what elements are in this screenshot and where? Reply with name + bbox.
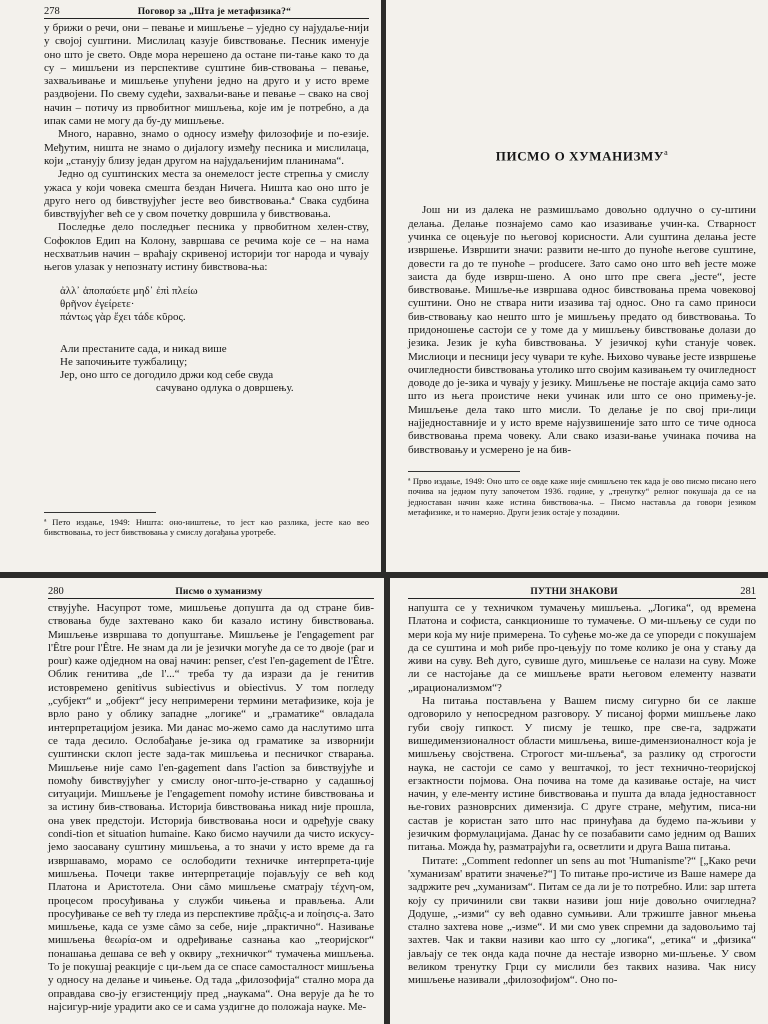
chapter-title [408, 148, 756, 164]
running-head-title: ПУТНИ ЗНАКОВИ [530, 587, 618, 597]
footnote: ª Прво издање, 1949: Оно што се овде каже није смишљено тек када је ово писмо писано него почива на једном путу започетом 1936. године, у „тренутку“ релног покушаја да се на једноставан начин каже истина бивствова-ња. – Писмо наставља да говори језиком метафизике, и то намерно. Други језик остаје у позадини. [408, 475, 756, 518]
footnote-rule [408, 471, 520, 472]
page-280 [0, 578, 384, 1024]
paragraph: у брижи о речи, они – певање и мишљење – уједно су најудаље-нији у својој суштини. Мислилац казује бивствовање. Песник именује оно што је свето. Овде мора нерешено да остане пи-тање како то да су – мишљени из перспективе суштине бив-ствовања – певање, захваљивање и мишљење упућени једно на друго и у исто време раздвојени. По свему судећи, захваљи-вање и певање – свако на свој начин – потичу из првобитног мишљења, које им је потребно, а да ипак сами не могу да бу-ду мишљење. [44, 22, 369, 128]
running-head-title: Писмо о хуманизму [175, 587, 263, 597]
chapter-title-text: ПИСМО О ХУМАНИЗМУ [495, 148, 665, 164]
verse-line: Јер, оно што се догодило држи код себе свуда [60, 369, 274, 382]
page-number: 281 [740, 586, 756, 597]
greek-quotation [60, 285, 369, 325]
paragraph: Много, наравно, знамо о односу између филозофије и по-езије. Међутим, ништа не знамо о дијалогу између песника и мислилаца, који „станују близу један другом на најудаљенијим планинама“. [44, 128, 369, 167]
running-head [408, 586, 756, 599]
paragraph: На питања постављена у Вашем писму сигурно би се лакше одговорило у непосредном разговору. У писаној форми мишљење лако губи своју гипкост. У писму је тешко, пре све-га, задржати вишедимензионалност области мишљења, више-димензионалност која је мишљењу својствена. Строгост ми-шљењаª, за разлику од строгости наука, не састоји се само у вештачкој, то јест технично-теоријској егзактности појмова. Она почива на томе да казивање остаје, на чист начин, у еле-менту истине бивствовања и пушта да влада једноставност ње-гових разноврсних димензија. С друге стране, међутим, писа-ни састав је користан зато што нас принуђава да будемо па-жљиви у језичким формулацијама. Данас ћу се позабавити само једним од Ваших питања. Можда ћу, разматрајући га, осветлити и друга Ваша питања. [408, 695, 756, 854]
footnote-rule [44, 512, 156, 513]
running-head-title: Поговор за „Шта је метафизика?“ [137, 7, 292, 17]
footnote-area [44, 512, 369, 538]
page-281 [390, 578, 768, 1024]
footnote-marker: a [664, 148, 669, 157]
greek-line: θρῆνον ἐγείρετε· [60, 297, 135, 310]
greek-line: πάντως γὰρ ἔχει τάδε κῦρος. [60, 311, 186, 324]
paragraph: Још ни из далека не размишљамо довољно одлучно о су-штини делања. Делање познајемо само као изазивање учин-ка. Стварност учинка се оцењује по његовој корисности. Али суштина делања јесте извршење. Извршити значи: развити не-што до пуноће његове суштине, довести га до те пуноће – producere. Зато само оно што већ јесте може заиста да буде изврш-шено. А оно што пре свега „јесте“, јесте бивствовање. Мишље-ње извршава однос бивствовања према човековој суштини. Оно не ствара нити изазива тај однос. Оно га само приноси бив-ствовању као нешто што је мишљењу предато од бивствовања. То придоношење састоји се у томе да у мишљењу бивствовање долази до језика. Језик је кућа бивствовања. У језичкој кући станује човек. Мислиоци и песници јесу чувари те куће. Њихово чување јесте извршење очигледности бивствовања утолико што својим казивањем ту очигледност доводе до је-зика и чувају у језику. Мишљење не постаје акција само зато што из њега проистиче неки учинак или што се оно примењу-је. Мишљење дела тако што мисли. То делање је по свој при-лици најједноставније и у исто време најузвишеније зато што се тиче односа бивствовања према човеку. Али свако изази-вање учинака почива на бивствовању и усмерено је на бив- [408, 204, 756, 456]
running-head [48, 586, 374, 599]
verse-line: Али престаните сада, и никад више [60, 342, 227, 355]
paragraph: ствујуће. Насупрот томе, мишљење допушта да од стране бив-ствовања буде захтевано како би казало истину бивствовања. Мишљење извршава то допуштање. Мишљење је l'engagement par l'Être pour l'Être. Не знам да ли је језички могуће да се то двоје (par и pour) каже одједном на овај начин: penser, c'est l'en-gagement de l'Être. Облик генитива „de l'...“ треба ту да изрази да је генитив истовремено genitivus subiectivus и obiectivus. У том погледу „субјект“ и „објект“ јесу непримерени термини метафизике, која је врло рано у облику западне „логике“ и „граматике“ овладала интерпретацијом језика. Ми данас мо-жемо само да наслутимо шта се тада десило. Ослобађање је-зика од граматике за изворнији суштински склоп јесте зада-так мишљења и песничког стварања. Мишљење није само l'en-gagement dans l'action за бивствујуће и помоћу бивствујућег у смислу оног-што-је-стварно у садашњој ситуацији. Мишљење је l'engagement помоћу истине бивствовања и за истину бив-ствовања. Историја бивствовања никад није прошла, она увек предстоји. Историја бивствовања носи и одређује сваку condi-tion et situation humaine. Како бисмо научили да чисто искусу-јемо заосавану суштину мишљења, а то значи у исто време да га извршавамо, морамо се ослободити техничке интерпрета-ције мишљења. Почеци такве интерпретације појављују се већ код Платона и Аристотела. Они сâмо мишљење сматрају τέχνη-ом, процесом просуђивања у служби чињења и прављења. Али просуђивање се већ ту гледа из перспективе πρᾶξις-а и ποίησις-а. Зато мишљење, када се узме сâмо за себе, није „практично“. Називање мишљења θεωρία-ом и одређивање сазнања као „теоријског“ понашања дешава се већ у оквиру „техничког“ тумачења мишљења. То је покушај реакције с ци-љем да се спасе самосталност мишљења у односу на делање и чињење. Од тада „филозофија“ стално мора да оправдава сво-ју егзистенцију пред „наукама“. Она верује да ће то најсигур-није урадити ако се и сама уздигне до положаја науке. Ме- [48, 602, 374, 1013]
paragraph: Последње дело последњег песника у првобитном хелен-ству, Софоклов Едип на Колону, завршава се речима које се – на нама несхватљив начин – враћају скривеној историји тог народа и чувају његов улазак у непознату истину бивствова-ња: [44, 221, 369, 274]
paragraph: Питате: „Comment redonner un sens au mot 'Humanisme'?“ [„Како речи 'хуманизам' вратити значење?“] То питање про-истиче из Ваше намере да задржите реч „хуманизам“. Питам се да ли је то потребно. Или: зар штета коју су причинили сви такви називи још није довољно очигледна? Додуше, „-изми“ су већ одавно сумњиви. Али тржиште јавног мњења стално захтева нове „-изме“. И ми смо увек спремни да задовољимо тај захтев. Чак и такви називи као што су „логика“, „етика“ и „физика“ јављају се тек онда када почне да нестаје изворно ми-шљење. У свом великом тренутку Грци су мислили без таквих назива. Чак нису мишљење називали „филозофијом“. Оно по- [408, 854, 756, 987]
page-number: 278 [44, 6, 60, 17]
greek-line: ἀλλ᾽ ἀποπαύετε μηδ᾽ ἐπὶ πλείω [60, 284, 198, 297]
verse-translation [60, 343, 369, 396]
running-head [44, 6, 369, 19]
verse-line: Не започињите тужбалицу; [60, 355, 188, 368]
verse-line: сачувано одлука о довршењу. [156, 382, 294, 395]
page-number: 280 [48, 586, 64, 597]
paragraph: Једно од суштинских места за онемелост јесте стрепња у смислу ужаса у који човека смешта бездан Ничега. Ништа као оно што је друго него од бивствујућег јесте вео бивствовања.ª Свака судбина бивствујућег већ се у свом почетку довршила у бивствовања. [44, 168, 369, 221]
paragraph: напушта се у техничком тумачењу мишљења. „Логика“, од времена Платона и софиста, санкционише то тумачење. О ми-шљењу се суди по мери која му није примерена. То суђење мо-же да се упореди с покушајем да се суштина и моћ рибе про-цењују по томе колико је она у стању да живи на суву. Већ дуго, сувише дуго, мишљење се налази на суву. Може ли се настојање да се мишљење врати његовом елементу назвати „ирационализмом“? [408, 602, 756, 694]
footnote: ª Пето издање, 1949: Ништа: оно-ништење, то јест као разлика, јесте као вео бивствовања, то јест бивствовања у смислу догађања уротребе. [44, 517, 369, 538]
page-279 [386, 0, 768, 572]
footnote-area [408, 471, 756, 518]
page-278 [0, 0, 381, 572]
